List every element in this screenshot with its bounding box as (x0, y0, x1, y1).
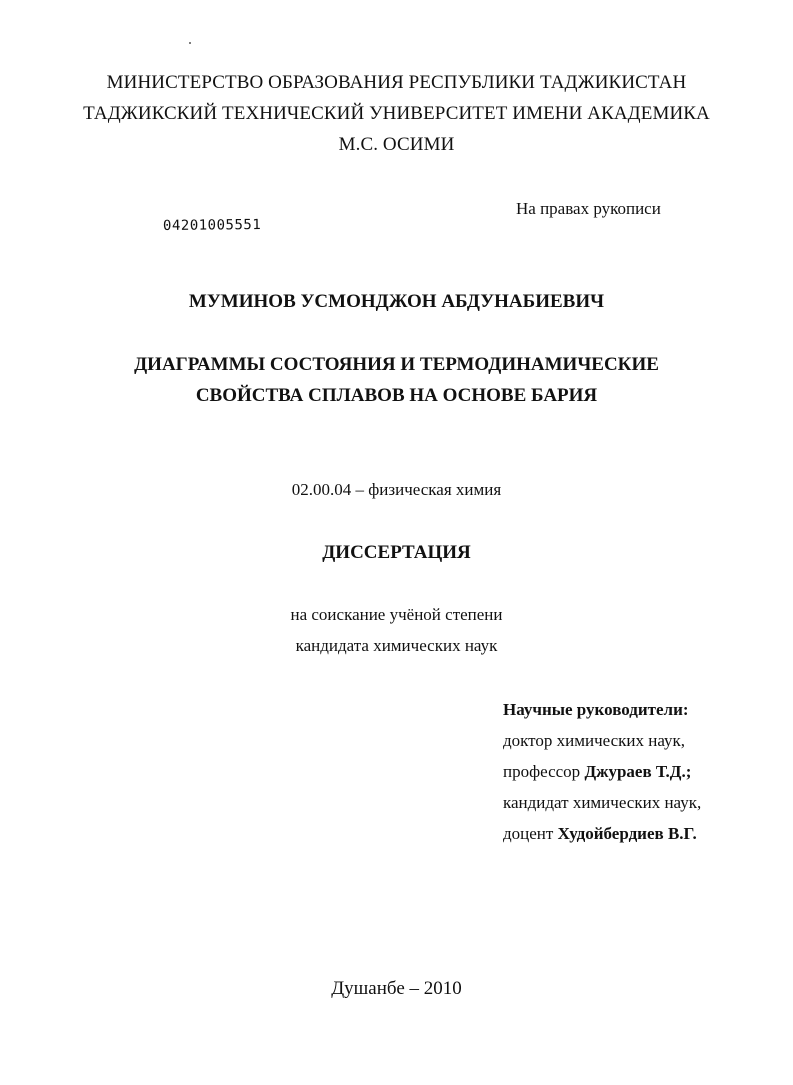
manuscript-note: На правах рукописи (516, 199, 661, 218)
advisors-heading: Научные руководители: (503, 700, 689, 719)
degree-line2: кандидата химических наук (295, 636, 498, 655)
header-university-name: М.С. ОСИМИ (338, 134, 455, 155)
degree-line1: на соискание учёной степени (290, 605, 503, 624)
registry-number: 04201005551 (162, 216, 262, 234)
specialty-code: 02.00.04 – физическая химия (291, 480, 502, 499)
document-type: ДИССЕРТАЦИЯ (322, 542, 471, 563)
advisors-block (503, 698, 701, 853)
dissertation-title-line1: ДИАГРАММЫ СОСТОЯНИЯ И ТЕРМОДИНАМИЧЕСКИЕ (134, 354, 659, 375)
advisor1-title: доктор химических наук, (503, 731, 686, 750)
header-ministry: МИНИСТЕРСТВО ОБРАЗОВАНИЯ РЕСПУБЛИКИ ТАДЖИКИСТАН (106, 72, 687, 93)
author-name: МУМИНОВ УСМОНДЖОН АБДУНАБИЕВИЧ (188, 291, 605, 312)
advisor2-line (503, 822, 701, 853)
advisor2-name: Худойбердиев В.Г. (557, 824, 697, 843)
advisor1-rank: профессор (503, 762, 581, 781)
dissertation-title-line2: СВОЙСТВА СПЛАВОВ НА ОСНОВЕ БАРИЯ (195, 385, 598, 406)
advisor1-line (503, 760, 701, 791)
advisor1-name: Джураев Т.Д.; (584, 762, 692, 781)
advisor2-title: кандидат химических наук, (503, 793, 702, 812)
city-year: Душанбе – 2010 (331, 978, 462, 999)
scan-speck (189, 42, 191, 44)
advisor2-rank: доцент (503, 824, 554, 843)
header-university: ТАДЖИКСКИЙ ТЕХНИЧЕСКИЙ УНИВЕРСИТЕТ ИМЕНИ АКАДЕМИКА (83, 103, 710, 124)
